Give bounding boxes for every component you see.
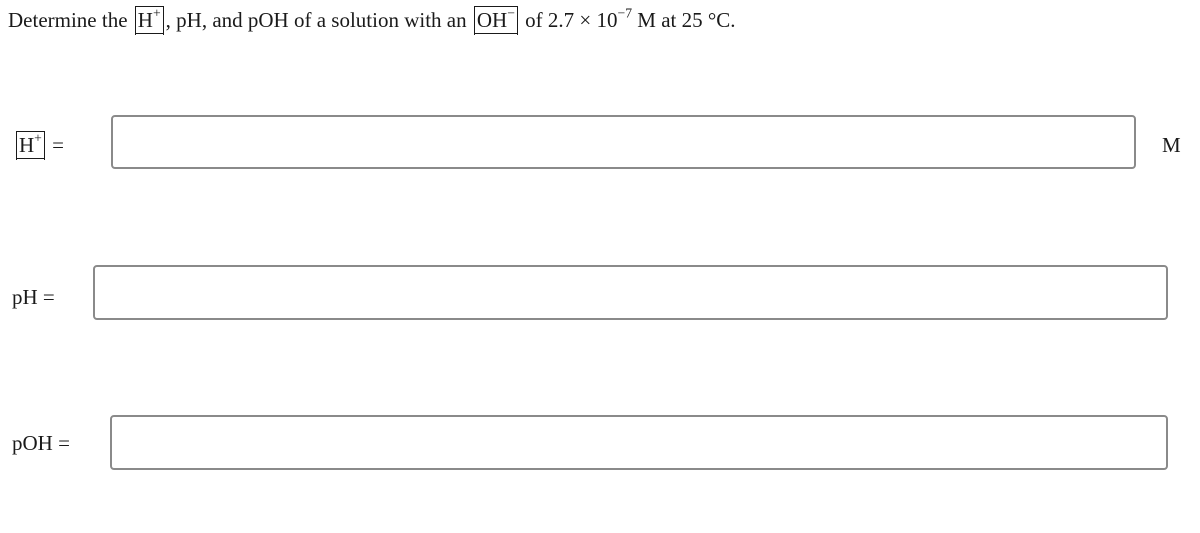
poh-label-text: pOH — [12, 431, 53, 455]
h-ion-charge: + — [152, 5, 161, 21]
h-equals-sign: = — [52, 133, 64, 157]
ph-equals-sign: = — [42, 285, 55, 309]
ph-input[interactable] — [93, 265, 1168, 320]
h-label-charge: + — [34, 130, 42, 146]
question-suffix: M at 25 °C. — [637, 8, 736, 32]
oh-ion-charge: − — [507, 5, 515, 21]
oh-ion-symbol: OH — [476, 8, 508, 32]
question-middle: , pH, and pOH of a solution with an — [165, 8, 467, 32]
ph-label-text: pH — [12, 285, 38, 309]
poh-equals-sign: = — [58, 431, 70, 455]
h-ion-bracket — [135, 6, 164, 34]
h-label-bracket — [16, 131, 45, 159]
question-exponent: −7 — [617, 5, 633, 21]
question-of-text: of 2.7 × 10 — [525, 8, 618, 32]
h-concentration-input[interactable] — [111, 115, 1136, 169]
ph-label — [12, 282, 55, 312]
poh-label — [12, 428, 70, 458]
oh-ion-bracket — [474, 6, 518, 34]
h-label-symbol: H — [19, 133, 35, 157]
question-text — [8, 5, 736, 35]
h-unit-label: M — [1162, 133, 1181, 157]
h-ion-symbol: H — [137, 8, 153, 32]
h-concentration-label — [14, 130, 64, 160]
question-prefix: Determine the — [8, 8, 128, 32]
poh-input[interactable] — [110, 415, 1168, 470]
